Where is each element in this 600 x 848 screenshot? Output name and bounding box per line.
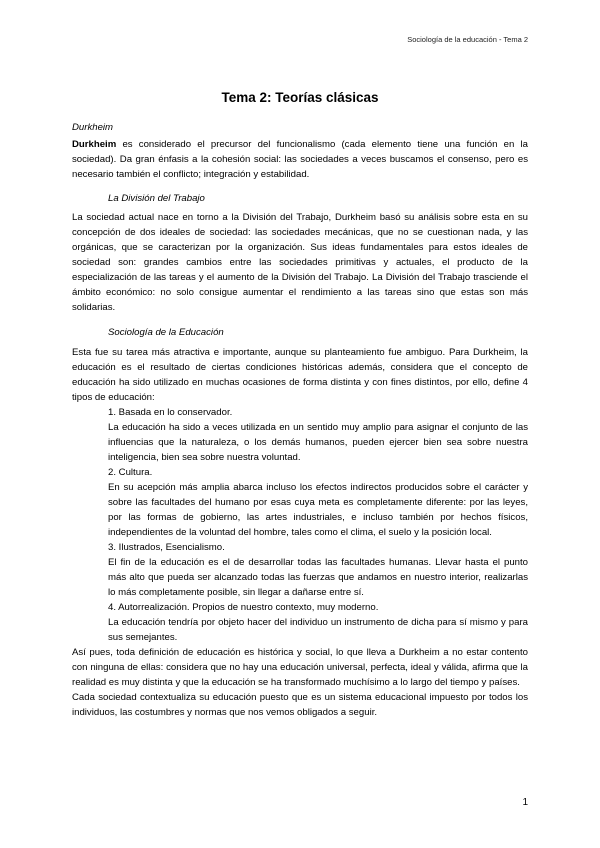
running-header: Sociología de la educación - Tema 2 <box>407 35 528 44</box>
durkheim-intro <box>72 137 528 182</box>
sociologia-section <box>72 345 528 720</box>
education-type-text: La educación ha sido a veces utilizada en un sentido muy amplio para asignar el conjunto de las influencias que la naturaleza, o los demás humanos, pueden ejercer bien sea sobre nuestra inteligencia, bien sea sobre nuestra voluntad. <box>108 422 528 463</box>
section-heading-sociologia: Sociología de la Educación <box>108 327 224 338</box>
education-type-3 <box>72 540 528 600</box>
education-type-label: 2. Cultura. <box>108 467 153 478</box>
conclusion-paragraph-1: Así pues, toda definición de educación es histórica y social, lo que lleva a Durkheim a no estar contento con ninguna de ellas: considera que no hay una educación universal, perfecta, ideal y válida, afirma que la realidad es muy distinta y que la educación se ha transformado muchísimo a lo largo del tiempo y países. <box>72 647 528 688</box>
section-heading-division: La División del Trabajo <box>108 193 205 204</box>
education-type-label: 3. Ilustrados, Esencialismo. <box>108 542 225 553</box>
section-heading-durkheim: Durkheim <box>72 122 114 133</box>
durkheim-bold-lead: Durkheim <box>72 139 117 150</box>
education-type-2 <box>72 465 528 540</box>
education-type-label: 4. Autorrealización. Propios de nuestro contexto, muy moderno. <box>108 602 379 613</box>
education-type-text: En su acepción más amplia abarca incluso los efectos indirectos producidos sobre el carácter y sobre las facultades del humano por esas cuya meta es completamente diferente: por las leyes, por las formas de gobierno, las artes industriales, e incluso también por hechos físicos, independientes de la voluntad del hombre, tales como el clima, el suelo y la posición local. <box>108 482 528 538</box>
conclusion-paragraph-2: Cada sociedad contextualiza su educación puesto que es un sistema educacional impuesto por todos los individuos, las costumbres y normas que nos vemos obligados a seguir. <box>72 692 528 718</box>
education-type-1 <box>72 405 528 465</box>
durkheim-paragraph <box>72 137 528 182</box>
sociologia-intro: Esta fue su tarea más atractiva e importante, aunque su planteamiento fue ambiguo. Para Durkheim, la educación es el resultado de ciertas condiciones históricas además, considera que el concepto de educación ha sido utilizado en muchas ocasiones de forma distinta y con fines distintos, por ello, define 4 tipos de educación: <box>72 347 528 403</box>
education-type-label: 1. Basada en lo conservador. <box>108 407 233 418</box>
division-section <box>72 210 528 315</box>
page-number: 1 <box>522 797 528 808</box>
education-type-text: La educación tendría por objeto hacer del individuo un instrumento de dicha para sí mismo y para sus semejantes. <box>108 617 528 643</box>
durkheim-intro-text: es considerado el precursor del funcionalismo (cada elemento tiene una función en la sociedad). Da gran énfasis a la cohesión social: las sociedades a veces buscamos el consenso, pero es necesario también el conflicto; integración y estabilidad. <box>72 139 528 180</box>
page-title: Tema 2: Teorías clásicas <box>221 90 379 105</box>
education-type-4 <box>72 600 528 645</box>
division-paragraph: La sociedad actual nace en torno a la División del Trabajo, Durkheim basó su análisis sobre esta en su concepción de dos ideales de sociedad: las sociedades mecánicas, que no se cuestionan nada, y las orgánicas, que se caracterizan por la organización. Sus ideas fundamentales para estos ideales de sociedad son: grandes cambios entre las sociedades primitivas y actuales, el producto de la especialización de las tareas y el aumento de la División del Trabajo. La División del Trabajo trasciende el ámbito económico: no solo consigue aumentar el rendimiento a las tareas sino que estas son más solidarias. <box>72 212 528 313</box>
education-type-text: El fin de la educación es el de desarrollar todas las facultades humanas. Llevar hasta el punto más alto que pueda ser alcanzado todas las fuerzas que andamos en nuestro interior, realizarlas lo más completamente posible, sin llegar a dañarse entre sí. <box>108 557 528 598</box>
